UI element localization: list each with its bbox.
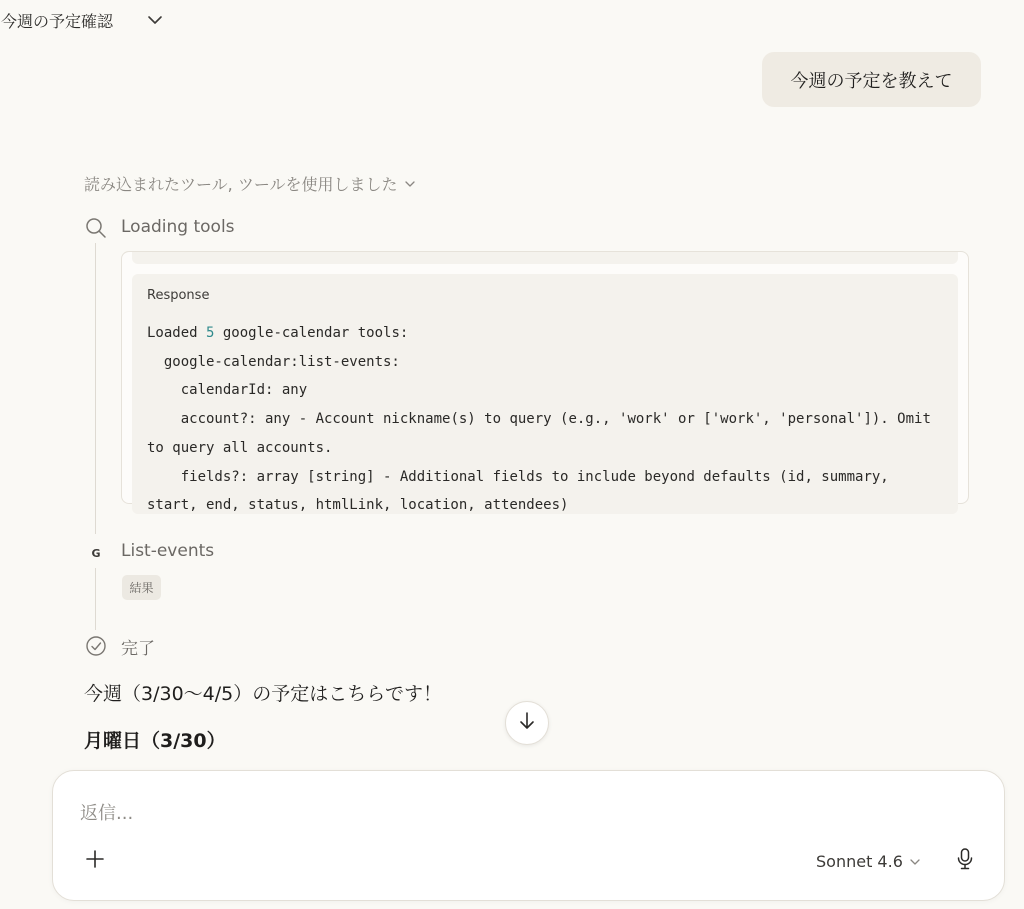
- voice-input-button[interactable]: [951, 846, 979, 876]
- reply-input[interactable]: [80, 799, 960, 827]
- answer-heading: 月曜日（3/30）: [84, 730, 226, 752]
- microphone-icon: [956, 847, 974, 875]
- answer-intro: 今週（3/30〜4/5）の予定はこちらです！: [84, 683, 443, 705]
- chat-title[interactable]: 今週の予定確認: [1, 12, 114, 31]
- chevron-down-icon: [909, 852, 921, 871]
- message-composer: [52, 770, 1005, 901]
- code-line: fields?: array [string] - Additional fields to include beyond defaults (id, summary, start, end, status, htmlLink, location, attendees): [147, 468, 898, 514]
- chevron-down-icon[interactable]: [147, 12, 163, 26]
- add-button[interactable]: [81, 847, 109, 875]
- tools-summary-text: 読み込まれたツール, ツールを使用しました: [84, 175, 398, 194]
- code-line: account?: any - Account nickname(s) to query (e.g., 'work' or ['work', 'personal']). Omit to query all accounts.: [147, 411, 940, 456]
- result-badge[interactable]: 結果: [122, 575, 161, 600]
- step-label-loading-tools[interactable]: Loading tools: [121, 217, 235, 237]
- code-line: google-calendar:list-events:: [147, 353, 400, 370]
- google-g-icon: G: [91, 546, 101, 560]
- scroll-to-bottom-button[interactable]: [505, 701, 549, 745]
- search-icon: [84, 216, 108, 240]
- model-selector[interactable]: [816, 849, 921, 873]
- user-message-bubble: [762, 52, 981, 107]
- user-message-text: 今週の予定を教えて: [790, 70, 953, 92]
- timeline-connector: [95, 568, 96, 630]
- model-label: Sonnet 4.6: [816, 851, 903, 871]
- step-label-done: 完了: [121, 639, 155, 659]
- code-line: Loaded 5 google-calendar tools:: [147, 325, 409, 341]
- tool-response-card[interactable]: [121, 251, 969, 514]
- arrow-down-icon: [518, 711, 536, 735]
- top-bar: [0, 0, 1024, 40]
- previous-block-strip: [132, 252, 958, 264]
- timeline-connector: [95, 243, 96, 534]
- tools-summary-toggle[interactable]: [84, 172, 416, 195]
- response-block: [132, 274, 958, 514]
- response-label: Response: [147, 288, 210, 303]
- response-code: [147, 319, 947, 520]
- code-line: calendarId: any: [147, 382, 308, 399]
- check-circle-icon: [84, 634, 108, 658]
- step-label-list-events[interactable]: List-events: [121, 541, 215, 561]
- plus-icon: [85, 849, 105, 873]
- chevron-down-icon: [404, 174, 416, 193]
